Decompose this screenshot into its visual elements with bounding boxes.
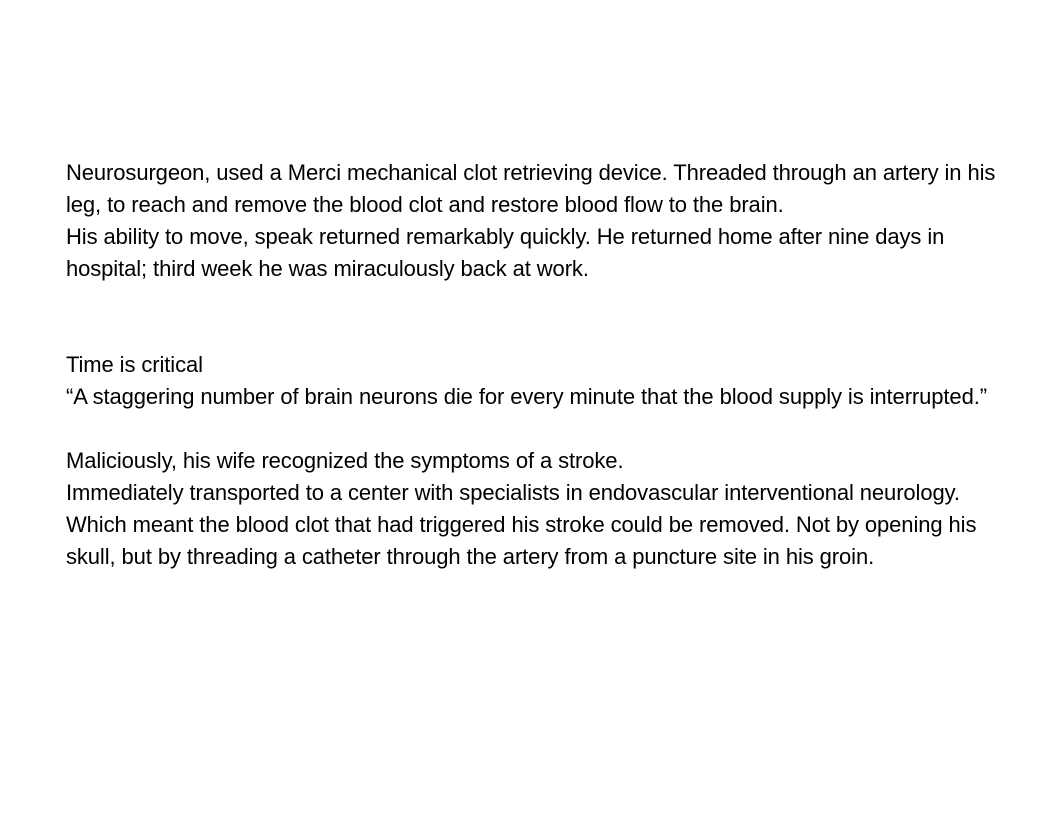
- slide-text-body: [66, 157, 1006, 573]
- heading-time-critical: Time is critical: [66, 352, 203, 377]
- spacer: [66, 285, 1006, 349]
- spacer: [66, 413, 1006, 445]
- paragraph-merci-device: Neurosurgeon, used a Merci mechanical clot retrieving device. Threaded through an artery in his leg, to reach and remove the blood clot and restore blood flow to the brain.: [66, 160, 996, 217]
- paragraph-transport: Immediately transported to a center with specialists in endovascular interventional neurology. Which meant the blood clot that had triggered his stroke could be removed. Not by opening his skull, but by threading a catheter through the artery from a puncture site in his groin.: [66, 480, 977, 569]
- paragraph-recovery: His ability to move, speak returned remarkably quickly. He returned home after nine days in hospital; third week he was miraculously back at work.: [66, 224, 945, 281]
- quote-neurons: “A staggering number of brain neurons die for every minute that the blood supply is interrupted.”: [66, 384, 987, 409]
- paragraph-wife-recognized: Maliciously, his wife recognized the symptoms of a stroke.: [66, 448, 624, 473]
